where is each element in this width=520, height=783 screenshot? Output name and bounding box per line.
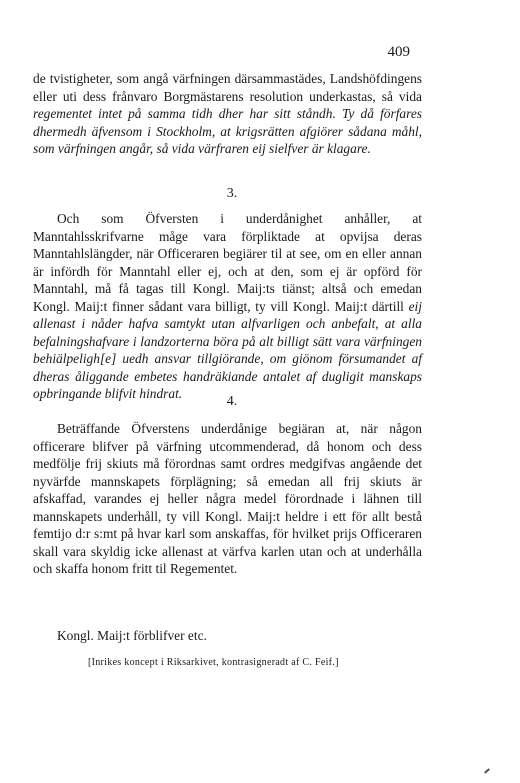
section-3-heading: 3.: [226, 186, 238, 201]
section-4-heading: 4.: [226, 394, 238, 409]
section-3-paragraph: [33, 210, 422, 403]
closing-line: Kongl. Maij:t förblifver etc.: [57, 628, 207, 643]
paragraph-1-italic-b: Ty då förfares dhermedh äfvensom i Stockholm, at krigsrätten afgiörer sådana måhl, som värfningen angår, så vida värfraren eij sielfver är klagare.: [33, 106, 422, 156]
section-4-paragraph: Beträffande Öfverstens underdånige begiäran at, när någon officerare blifver på värfning utcommenderad, då honom och dess medfölje frij skiuts må förordnas samt ordres medgifvas angående det nyvärfde mannskapets förplägning; så emedan all frij skiuts är afskaffad, varandes ej heller några medel förordnade i lähnen till mannskapets underhåll, ty vill Kongl. Maij:t heldre i ett för allt bestå femtijo d:r s:mt på hvar karl som anskaffas, för hvilket prijs Officeraren skall vara skyldig icke allenast at värfva karlen utan och at underhålla och skaffa honom fritt til Regementet.: [33, 421, 422, 576]
paragraph-1-italic-a: regementet intet på samma tidh dher har sitt ståndh.: [33, 106, 336, 121]
page-number: 409: [387, 44, 410, 60]
paragraph-1-text: de tvistigheter, som angå värfningen därsammastädes, Landshöfdingens eller uti dess frånvaro Borgmästarens resolution underkastas, så vida: [33, 71, 422, 104]
section-3-italic: eij allenast i nåder hafva samtykt utan alfvarligen och anbefalt, at alla befalningshafvare i landzorterna böra på alt billigt sätt vara värfningen behiälpeligh[e] uedh ansvar tillgiörande, om giönom försumandet af dheras åliggande embetes handräkiande antalet af dugligit manskaps opbringande blifvit hindrat.: [33, 298, 422, 401]
archive-note: [Inrikes koncept i Riksarkivet, kontrasigneradt af C. Feif.]: [88, 657, 339, 668]
scan-mark: [484, 768, 490, 773]
paragraph-1: [33, 70, 422, 158]
section-3-text: Och som Öfversten i underdånighet anhåller, at Manntahlsskrifvarne måge vara förpliktade at opvijsa deras Manntahlslängder, när Officeraren begiärer til at see, om en eller annan är infördh för Manntahl eller ej, och at den, som ej är opförd för Manntahl, må få tagas till Kongl. Maij:ts tiänst; altså och emedan Kongl. Maij:t finner sådant vara billigt, ty vill Kongl. Maij:t därtill: [33, 211, 422, 314]
